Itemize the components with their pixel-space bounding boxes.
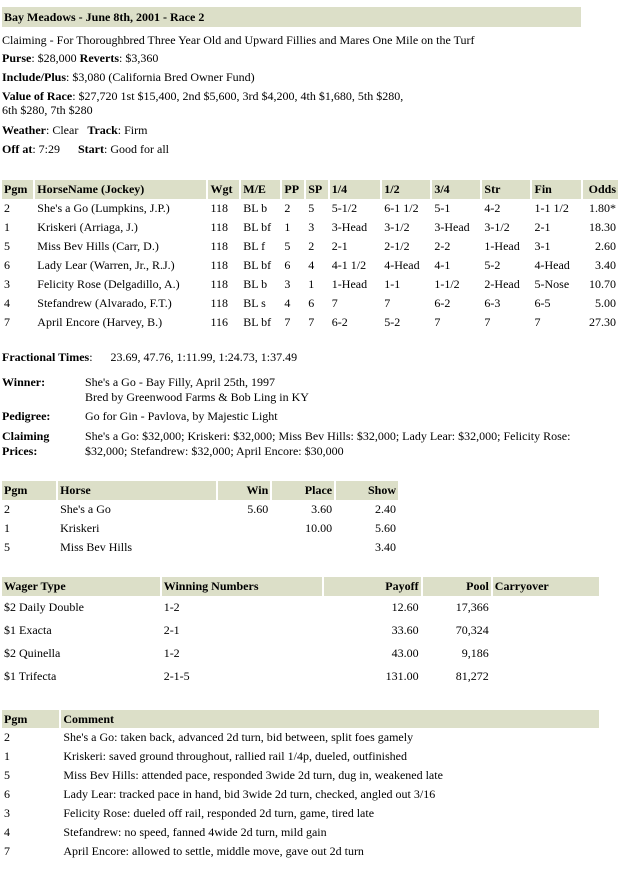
comments-cell: Miss Bev Hills: attended pace, responded 3wide 2d turn, dug in, weakened late bbox=[63, 768, 443, 782]
results-cell: BL bf bbox=[243, 315, 272, 329]
comments-row bbox=[2, 804, 599, 823]
results-cell: BL b bbox=[243, 201, 268, 215]
comments-row bbox=[2, 785, 599, 804]
wagers-cell bbox=[493, 619, 599, 642]
wagers-cell: 2-1-5 bbox=[163, 669, 190, 683]
race-description: Claiming - For Thoroughbred Three Year Old and Upward Fillies and Mares One Mile on the Turf bbox=[2, 33, 475, 47]
results-cell: 6-2 bbox=[331, 315, 348, 329]
results-cell: 3-Head bbox=[434, 220, 470, 234]
results-cell: 1.80* bbox=[589, 201, 616, 215]
payouts-cell bbox=[218, 538, 270, 557]
winner-line2: Bred by Greenwood Farms & Bob Ling in KY bbox=[85, 390, 309, 404]
results-cell: 7 bbox=[331, 296, 338, 310]
payouts-row bbox=[2, 538, 398, 557]
results-cell: BL f bbox=[243, 239, 266, 253]
wagers-cell bbox=[493, 665, 599, 688]
results-row bbox=[2, 237, 618, 256]
wagers-row bbox=[2, 665, 599, 688]
results-cell: 5-2 bbox=[484, 258, 501, 272]
results-cell: Lady Lear (Warren, Jr., R.J.) bbox=[37, 258, 175, 272]
comments-cell: 1 bbox=[4, 749, 10, 763]
claiming-row bbox=[2, 428, 632, 460]
payouts-cell: 2.40 bbox=[375, 502, 396, 516]
results-cell: 2 bbox=[308, 239, 315, 253]
results-cell: 7 bbox=[484, 315, 491, 329]
payouts-row bbox=[2, 519, 398, 538]
results-header-row bbox=[2, 180, 618, 199]
results-cell: 5 bbox=[308, 201, 315, 215]
wagers-cell bbox=[493, 642, 599, 665]
results-header-cell: 1/4 bbox=[330, 180, 380, 199]
results-header-cell: Str bbox=[482, 180, 530, 199]
results-cell: 3-Head bbox=[331, 220, 368, 234]
comments-header-cell: Pgm bbox=[2, 710, 59, 728]
track-label: Track bbox=[87, 123, 118, 137]
comments-cell: 2 bbox=[4, 730, 10, 744]
results-cell: 2 bbox=[284, 201, 291, 215]
payouts-cell: 5.60 bbox=[247, 502, 269, 516]
comments-cell: 3 bbox=[4, 806, 10, 820]
payouts-header-cell: Pgm bbox=[2, 481, 56, 500]
payouts-cell: Miss Bev Hills bbox=[60, 540, 133, 554]
payouts-cell bbox=[218, 519, 270, 538]
claiming-line2: $32,000; Stefandrew: $32,000; April Encore: $30,000 bbox=[85, 444, 344, 458]
payouts-table bbox=[0, 481, 400, 557]
weather-value: : Clear bbox=[46, 123, 79, 137]
results-header-cell: Pgm bbox=[2, 180, 33, 199]
offat-label: Off at bbox=[2, 142, 33, 156]
comments-row bbox=[2, 747, 599, 766]
payouts-header-cell: Win bbox=[218, 481, 270, 500]
wagers-cell: 2-1 bbox=[163, 623, 180, 637]
include-line bbox=[2, 68, 627, 86]
results-cell: 6 bbox=[4, 258, 10, 272]
results-cell: 2-Head bbox=[484, 277, 520, 291]
results-header-cell: Fin bbox=[532, 180, 580, 199]
wagers-header-cell: Payoff bbox=[324, 577, 421, 596]
results-cell: Kriskeri (Arriaga, J.) bbox=[37, 220, 138, 234]
results-cell: 118 bbox=[210, 258, 229, 272]
include-label: Include/Plus bbox=[2, 70, 67, 84]
results-cell: 4-1 1/2 bbox=[331, 258, 367, 272]
results-cell: 3 bbox=[284, 277, 291, 291]
results-header-cell: Odds bbox=[583, 180, 618, 199]
wagers-header-cell: Carryover bbox=[493, 577, 599, 596]
results-cell: 2.60 bbox=[595, 239, 616, 253]
value-line bbox=[2, 89, 627, 117]
results-cell: 6-3 bbox=[484, 296, 501, 310]
purse-label: Purse bbox=[2, 51, 32, 65]
payouts-cell: 10.00 bbox=[305, 521, 333, 535]
pedigree-label: Pedigree: bbox=[2, 409, 51, 423]
results-cell: 1-Head bbox=[331, 277, 368, 291]
wagers-header-cell: Pool bbox=[423, 577, 491, 596]
results-row bbox=[2, 313, 618, 332]
payouts-header-row bbox=[2, 481, 398, 500]
wagers-cell bbox=[493, 596, 599, 619]
results-cell: 5.00 bbox=[595, 296, 616, 310]
results-cell: 3-1 bbox=[534, 239, 551, 253]
results-cell: 4-Head bbox=[384, 258, 420, 272]
comments-cell: Lady Lear: tracked pace in hand, bid 3wide 2d turn, checked, angled out 3/16 bbox=[63, 787, 436, 801]
results-cell: Stefandrew (Alvarado, F.T.) bbox=[37, 296, 172, 310]
winner-section bbox=[2, 375, 632, 460]
race-info bbox=[2, 31, 627, 158]
results-cell: 3-1/2 bbox=[484, 220, 510, 234]
comments-header-row bbox=[2, 710, 599, 728]
wagers-table bbox=[0, 577, 601, 688]
results-cell: 4-Head bbox=[534, 258, 570, 272]
wagers-cell: 1-2 bbox=[163, 646, 180, 660]
results-cell: 4-2 bbox=[484, 201, 501, 215]
comments-row bbox=[2, 728, 599, 747]
reverts-value: : $3,360 bbox=[118, 51, 159, 65]
pedigree-row bbox=[2, 407, 632, 428]
payouts-header-cell: Show bbox=[336, 481, 398, 500]
winner-label: Winner: bbox=[2, 375, 46, 389]
results-cell: 118 bbox=[210, 220, 229, 234]
wagers-cell: 81,272 bbox=[455, 669, 489, 683]
wagers-cell: 1-2 bbox=[163, 600, 180, 614]
comments-cell: April Encore: allowed to settle, middle move, gave out 2d turn bbox=[63, 844, 364, 858]
results-row bbox=[2, 199, 618, 218]
comments-cell: 4 bbox=[4, 825, 10, 839]
results-cell: 118 bbox=[210, 201, 229, 215]
results-header-cell: 3/4 bbox=[432, 180, 480, 199]
wagers-cell: $2 Quinella bbox=[4, 646, 61, 660]
results-cell: 3-1/2 bbox=[384, 220, 410, 234]
wagers-cell: 17,366 bbox=[455, 600, 489, 614]
results-cell: 118 bbox=[210, 296, 229, 310]
comments-cell: 7 bbox=[4, 844, 10, 858]
pedigree-value: Go for Gin - Pavlova, by Majestic Light bbox=[85, 409, 278, 423]
results-cell: 118 bbox=[210, 239, 229, 253]
comments-row bbox=[2, 766, 599, 785]
wagers-cell: 131.00 bbox=[385, 669, 419, 683]
winner-line1: She's a Go - Bay Filly, April 25th, 1997 bbox=[85, 375, 276, 389]
claiming-line1: She's a Go: $32,000; Kriskeri: $32,000; Miss Bev Hills: $32,000; Lady Lear: $32,000; Felicity Rose: bbox=[85, 429, 571, 443]
results-cell: BL b bbox=[243, 277, 268, 291]
race-title-bar: Bay Meadows - June 8th, 2001 - Race 2 bbox=[2, 7, 581, 27]
comments-row bbox=[2, 823, 599, 842]
results-cell: 5-Nose bbox=[534, 277, 570, 291]
results-cell: 4-1 bbox=[434, 258, 451, 272]
results-cell: 2 bbox=[4, 201, 10, 215]
track-value: : Firm bbox=[117, 123, 148, 137]
comments-table bbox=[0, 710, 601, 861]
comments-cell: She's a Go: taken back, advanced 2d turn, bid between, split foes gamely bbox=[63, 730, 414, 744]
results-cell: 2-2 bbox=[434, 239, 451, 253]
payouts-cell: 1 bbox=[4, 521, 10, 535]
purse-line bbox=[2, 49, 627, 67]
results-cell: BL bf bbox=[243, 220, 272, 234]
wagers-cell: 43.00 bbox=[391, 646, 419, 660]
wagers-cell: $1 Trifecta bbox=[4, 669, 57, 683]
results-row bbox=[2, 294, 618, 313]
comments-cell: Kriskeri: saved ground throughout, rallied rail 1/4p, dueled, outfinished bbox=[63, 749, 407, 763]
results-cell: 6-1 1/2 bbox=[384, 201, 419, 215]
wagers-row bbox=[2, 642, 599, 665]
results-cell: Felicity Rose (Delgadillo, A.) bbox=[37, 277, 180, 291]
results-cell: Miss Bev Hills (Carr, D.) bbox=[37, 239, 159, 253]
results-cell: 6-5 bbox=[534, 296, 551, 310]
payouts-cell: 5 bbox=[4, 540, 10, 554]
results-cell: 18.30 bbox=[589, 220, 616, 234]
comments-header-cell: Comment bbox=[61, 710, 599, 728]
results-cell: 10.70 bbox=[589, 277, 616, 291]
results-cell: 27.30 bbox=[589, 315, 616, 329]
results-cell: 1 bbox=[4, 220, 10, 234]
results-row bbox=[2, 256, 618, 275]
results-header-cell: SP bbox=[306, 180, 328, 199]
winner-row bbox=[2, 375, 632, 407]
results-cell: 5 bbox=[284, 239, 291, 253]
offat-line bbox=[2, 140, 627, 158]
results-header-cell: 1/2 bbox=[382, 180, 430, 199]
wagers-cell: $1 Exacta bbox=[4, 623, 52, 637]
weather-line bbox=[2, 121, 627, 139]
claiming-label-1: Claiming bbox=[2, 429, 50, 443]
results-cell: 4 bbox=[308, 258, 315, 272]
fractional-label: Fractional Times bbox=[2, 350, 90, 364]
results-cell: 6-2 bbox=[434, 296, 451, 310]
wagers-body bbox=[2, 596, 599, 688]
start-value: : Good for all bbox=[104, 142, 169, 156]
results-row bbox=[2, 275, 618, 294]
payouts-cell: She's a Go bbox=[60, 502, 111, 516]
payouts-cell bbox=[272, 538, 334, 557]
weather-label: Weather bbox=[2, 123, 46, 137]
wagers-header-row bbox=[2, 577, 599, 596]
results-cell: 5 bbox=[4, 239, 10, 253]
results-cell: 7 bbox=[434, 315, 441, 329]
payouts-row bbox=[2, 500, 398, 519]
wagers-cell: 33.60 bbox=[391, 623, 419, 637]
results-body bbox=[2, 199, 618, 332]
results-table bbox=[0, 180, 620, 332]
results-cell: 3.40 bbox=[595, 258, 616, 272]
payouts-cell: 2 bbox=[4, 502, 10, 516]
payouts-body bbox=[2, 500, 398, 557]
results-cell: BL s bbox=[243, 296, 266, 310]
wagers-row bbox=[2, 619, 599, 642]
results-cell: 1-1 bbox=[384, 277, 401, 291]
reverts-label: Reverts bbox=[79, 51, 119, 65]
results-header-cell: PP bbox=[282, 180, 304, 199]
results-cell: 3 bbox=[308, 220, 315, 234]
wagers-header-cell: Winning Numbers bbox=[162, 577, 322, 596]
results-cell: 2-1/2 bbox=[384, 239, 410, 253]
payouts-cell: 5.60 bbox=[375, 521, 396, 535]
claiming-label-2: Prices: bbox=[2, 444, 38, 458]
wagers-cell: 9,186 bbox=[461, 646, 489, 660]
results-cell: 5-1/2 bbox=[331, 201, 358, 215]
comments-cell: Stefandrew: no speed, fanned 4wide 2d turn, mild gain bbox=[63, 825, 327, 839]
results-cell: 118 bbox=[210, 277, 229, 291]
results-cell: 7 bbox=[534, 315, 541, 329]
results-cell: April Encore (Harvey, B.) bbox=[37, 315, 163, 329]
results-cell: 6 bbox=[284, 258, 291, 272]
payouts-cell: Kriskeri bbox=[60, 521, 100, 535]
results-cell: 4 bbox=[284, 296, 291, 310]
comments-body bbox=[2, 728, 599, 861]
wagers-header-cell: Wager Type bbox=[2, 577, 160, 596]
results-header-cell: HorseName (Jockey) bbox=[35, 180, 206, 199]
results-cell: 7 bbox=[284, 315, 291, 329]
include-value: : $3,080 (California Bred Owner Fund) bbox=[66, 70, 255, 84]
offat-value: : 7:29 bbox=[32, 142, 60, 156]
results-cell: 3 bbox=[4, 277, 10, 291]
results-cell: 1 bbox=[284, 220, 291, 234]
results-cell: 5-2 bbox=[384, 315, 401, 329]
value-line1: : $27,720 1st $15,400, 2nd $5,600, 3rd $4,200, 4th $1,680, 5th $280, bbox=[72, 89, 404, 103]
results-cell: 7 bbox=[384, 296, 391, 310]
payouts-cell: 3.60 bbox=[311, 502, 333, 516]
results-cell: 1 bbox=[308, 277, 315, 291]
results-cell: 4 bbox=[4, 296, 10, 310]
value-label: Value of Race bbox=[2, 89, 73, 103]
comments-cell: 5 bbox=[4, 768, 10, 782]
start-label: Start bbox=[78, 142, 104, 156]
value-line2: 6th $280, 7th $280 bbox=[2, 103, 93, 117]
wagers-cell: 70,324 bbox=[455, 623, 489, 637]
fractional-value: : 23.69, 47.76, 1:11.99, 1:24.73, 1:37.49 bbox=[89, 350, 298, 364]
purse-value: : $28,000 bbox=[31, 51, 77, 65]
results-cell: BL bf bbox=[243, 258, 272, 272]
wagers-cell: 12.60 bbox=[391, 600, 419, 614]
results-cell: 1-1 1/2 bbox=[534, 201, 569, 215]
results-cell: 6 bbox=[308, 296, 315, 310]
comments-cell: 6 bbox=[4, 787, 10, 801]
wagers-cell: $2 Daily Double bbox=[4, 600, 84, 614]
results-cell: 2-1 bbox=[331, 239, 348, 253]
results-cell: 7 bbox=[308, 315, 315, 329]
fractional-times bbox=[2, 335, 297, 365]
results-header-cell: Wgt bbox=[208, 180, 239, 199]
wagers-row bbox=[2, 596, 599, 619]
results-cell: 116 bbox=[210, 315, 229, 329]
results-cell: 7 bbox=[4, 315, 10, 329]
results-cell: 1-1/2 bbox=[434, 277, 460, 291]
payouts-header-cell: Horse bbox=[58, 481, 216, 500]
results-cell: 1-Head bbox=[484, 239, 520, 253]
results-cell: 5-1 bbox=[434, 201, 451, 215]
payouts-header-cell: Place bbox=[272, 481, 334, 500]
comments-cell: Felicity Rose: dueled off rail, responded 2d turn, game, tired late bbox=[63, 806, 375, 820]
payouts-cell: 3.40 bbox=[375, 540, 396, 554]
results-row bbox=[2, 218, 618, 237]
comments-row bbox=[2, 842, 599, 861]
results-header-cell: M/E bbox=[241, 180, 280, 199]
results-cell: She's a Go (Lumpkins, J.P.) bbox=[37, 201, 170, 215]
results-cell: 2-1 bbox=[534, 220, 551, 234]
